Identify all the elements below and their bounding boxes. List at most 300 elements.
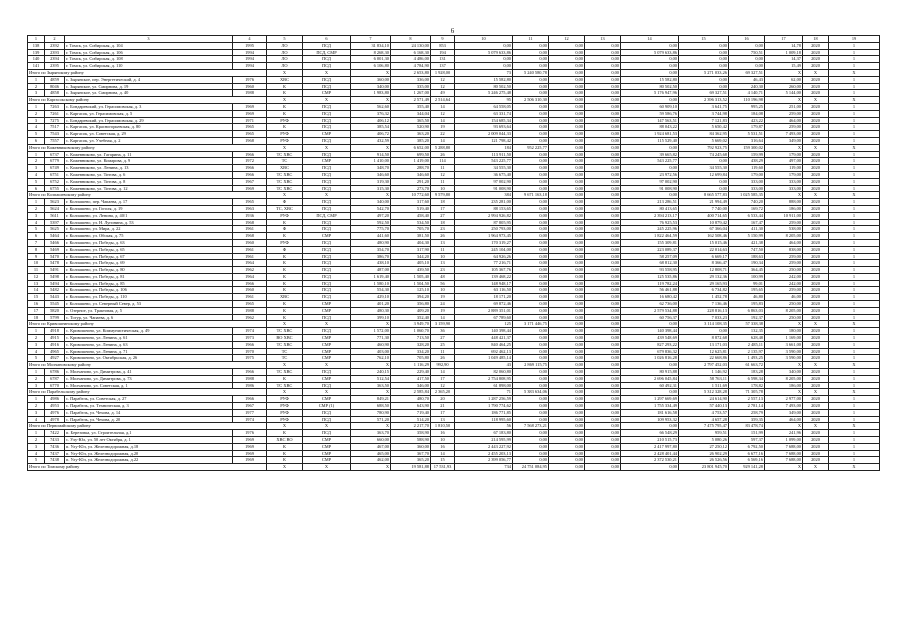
table-cell: Х [803,362,829,369]
table-cell: Х [351,362,391,369]
table-cell: 6737 [45,151,65,158]
table-cell: 118 995,60 [455,416,513,423]
table-row [28,375,880,382]
table-cell: 1 [28,76,45,83]
table-cell: К [267,450,303,457]
table-cell: 69 327,51 [729,69,765,76]
table-cell: 1 [829,307,880,314]
table-cell: 15 015,46 [679,239,729,246]
table-cell: 705,70 [391,226,431,233]
table-cell: 0,00 [729,63,765,70]
table-cell: 29 132,36 [679,273,729,280]
table-cell: 0,00 [585,437,621,444]
table-cell: 2020 [803,171,829,178]
table-cell: 3 [28,382,45,389]
table-cell: 19 [431,307,455,314]
table-cell: 7 493,00 [765,403,803,410]
table-cell: 317,60 [391,199,431,206]
table-cell: 5464 [45,233,65,240]
table-cell: 1 [829,416,880,423]
table-cell: 23 [431,267,455,274]
table-cell: 394,20 [391,294,431,301]
table-cell: СМР [303,450,351,457]
total-label: Итого по Каргасокскому району [28,97,267,104]
table-cell: 2020 [803,267,829,274]
column-number: 6 [303,36,351,43]
table-cell: 1 [829,103,880,110]
table-cell: 5 [28,355,45,362]
table-cell: 139 [28,49,45,56]
table-cell: 1 116,29 [391,362,431,369]
table-cell: 2020 [803,403,829,410]
table-row [28,158,880,165]
table-cell: 1966 [233,369,267,376]
table-cell: 0,00 [513,178,549,185]
table-cell: 0,00 [585,246,621,253]
table-cell: 0,00 [549,151,585,158]
table-cell: 10 [431,437,455,444]
table-row [28,212,880,219]
table-cell: 0,00 [513,233,549,240]
table-cell: 11 [431,246,455,253]
table-cell: 4 784,90 [391,63,431,70]
table-cell: 438,10 [351,260,391,267]
address-cell: с. Парабель, ул. Чехова, д. 20 [65,416,233,423]
table-cell: 543 225,77 [455,158,513,165]
table-cell: 2020 [803,246,829,253]
table-cell: К [267,307,303,314]
table-cell: 349,00 [765,409,803,416]
table-cell: 2020 [803,301,829,308]
table-cell: 914,50 [351,151,391,158]
table-cell: 23 801 945,70 [679,464,729,471]
table-cell: 19 581,88 [391,464,431,471]
table-cell: 538,00 [765,226,803,233]
address-cell: г. Колпашево, ул. Победы, д. 85 [65,280,233,287]
table-cell: ХВС [267,76,303,83]
table-cell: 1 [829,117,880,124]
table-cell: 14 [28,287,45,294]
table-cell: 0,00 [585,423,621,430]
address-cell: г. Колпашево, ул. Победы, д. 80 [65,267,233,274]
table-cell: СМР [303,307,351,314]
table-cell: 840 464,25 [455,341,513,348]
table-cell: 0,00 [621,321,679,328]
table-cell: 93 558,95 [621,267,679,274]
table-cell: 27 250,12 [679,443,729,450]
table-row [28,49,880,56]
table-cell: 140 398,44 [621,328,679,335]
table-row [28,117,880,124]
table-cell: 0,00 [679,49,729,56]
table-cell: СМР [303,301,351,308]
table-cell: 0,00 [585,280,621,287]
table-cell: 5625 [45,226,65,233]
table-cell: 91 008,90 [621,185,679,192]
table-cell: 39 665,82 [621,151,679,158]
table-cell: К [267,260,303,267]
table-cell: 0,00 [585,192,621,199]
table-row [28,260,880,267]
table-cell: 0,00 [585,267,621,274]
table-cell: Х [829,144,880,151]
table-cell: ПСД [303,294,351,301]
table-cell: 0,00 [549,348,585,355]
table-cell: 344,20 [391,253,431,260]
table-cell: 333,00 [765,178,803,185]
table-cell: 26 [431,233,455,240]
table-cell: 2020 [803,226,829,233]
table-cell: Х [829,192,880,199]
address-cell: с. Кожевниково, ул. Ленина, д. 13 [65,165,233,172]
district-total-row [28,423,880,430]
table-cell: 333,00 [765,185,803,192]
table-cell: 0,00 [513,430,549,437]
table-cell: 705,80 [391,355,431,362]
table-cell: 2 455 203,13 [455,450,513,457]
table-cell: К [267,83,303,90]
table-cell: 1 [829,246,880,253]
table-cell: 66 548,29 [621,430,679,437]
table-cell: 1974 [233,328,267,335]
table-cell: 2393 [45,49,65,56]
address-cell: г. Колпашево, ул. Победы, д. 110 [65,294,233,301]
table-cell: 0,00 [549,369,585,376]
table-row [28,287,880,294]
table-cell: 179,00 [729,171,765,178]
table-cell: 2 [28,375,45,382]
table-cell: 250 793,00 [455,226,513,233]
table-cell: Х [267,423,303,430]
table-cell: 0,00 [585,362,621,369]
table-cell: 7 [28,239,45,246]
table-cell: 780,90 [351,409,391,416]
table-cell: 9 671 163,18 [513,192,549,199]
table-cell: 0,00 [679,76,729,83]
table-cell: 0,00 [679,328,729,335]
table-cell: 0,00 [549,171,585,178]
table-cell: 6 533,44 [729,212,765,219]
table-cell: 643,90 [391,403,431,410]
table-cell: 62 736,00 [621,301,679,308]
table-cell: 141 [28,63,45,70]
table-cell: СМР [303,158,351,165]
table-cell: 417,50 [391,375,431,382]
table-cell: 1966 [233,171,267,178]
table-cell: 110 196,98 [729,97,765,104]
table-cell: 0,00 [621,362,679,369]
table-cell: 349,00 [765,137,803,144]
table-cell: 56 [455,423,513,430]
table-cell: 24 751 084,95 [513,464,549,471]
table-cell: 1969 [233,437,267,444]
table-cell: 1967 [233,403,267,410]
table-cell: 7557 [45,137,65,144]
table-cell: 10 911,00 [765,212,803,219]
table-row [28,56,880,63]
table-cell: 319,30 [351,178,391,185]
table-cell: 88 153,65 [455,205,513,212]
table-cell: 119,00 [765,165,803,172]
table-cell: К [267,301,303,308]
table-cell: 0,00 [585,389,621,396]
table-cell: 229,40 [391,369,431,376]
table-cell: 1969 [233,450,267,457]
table-cell: 6 677,16 [729,450,765,457]
address-cell: г. Колпашево, ул. Ленина, д. 40/1 [65,212,233,219]
table-cell: 0,00 [513,158,549,165]
table-cell: 0,00 [549,69,585,76]
table-cell: 7263 [45,103,65,110]
table-row [28,110,880,117]
table-cell: 2020 [803,83,829,90]
table-cell: 853 [431,42,455,49]
table-cell: ПСД [303,409,351,416]
table-cell: 888,00 [765,199,803,206]
table-cell: СМР [303,90,351,97]
table-cell: 1963 [233,205,267,212]
table-row [28,314,880,321]
table-cell: 1969 [233,103,267,110]
table-row [28,63,880,70]
table-cell: РУФ [267,396,303,403]
address-cell: с. Кривошеино, ул. Коммунистическая, д. 49 [65,328,233,335]
table-cell: 400 714,65 [679,212,729,219]
table-cell: 11 [431,178,455,185]
table-cell: 1994 [233,49,267,56]
table-cell: 0,00 [679,83,729,90]
table-cell: 17 531,93 [431,464,455,471]
table-row [28,280,880,287]
table-cell: 73 [455,69,513,76]
table-cell: 4 [28,171,45,178]
table-cell: 2 869 115,75 [513,362,549,369]
table-cell: 0,00 [513,246,549,253]
address-cell: г. Колпашево, ул. Обская, д. 75 [65,233,233,240]
address-cell: с. Зырянское, ул. Смирнова, д. 40 [65,90,233,97]
table-cell: 0,00 [549,192,585,199]
table-cell: 0,00 [585,430,621,437]
table-cell: 0,00 [585,158,621,165]
table-cell: К [267,314,303,321]
table-cell: 1 511,69 [679,382,729,389]
table-cell: 2020 [803,233,829,240]
table-cell: 363,50 [351,382,391,389]
table-cell: РУФ [267,409,303,416]
table-cell: 775,70 [351,226,391,233]
table-cell: 0,00 [679,158,729,165]
table-cell: 2020 [803,355,829,362]
table-cell: 67 789,60 [455,314,513,321]
address-cell: п. Улу-Юл, ул. Железнодорожная, д.18 [65,443,233,450]
table-cell: 114 [431,158,455,165]
table-cell: 0,00 [585,83,621,90]
table-cell: 2020 [803,131,829,138]
table-cell: 1 580,10 [351,280,391,287]
table-cell: 423,22 [729,117,765,124]
table-cell: 25 [431,341,455,348]
table-cell: 1988 [233,307,267,314]
table-cell: К [267,443,303,450]
table-cell: 0,00 [513,307,549,314]
table-cell: 242,00 [765,280,803,287]
table-cell: 125,10 [391,287,431,294]
table-cell: 462,00 [351,457,391,464]
table-cell: 2 557,13 [729,396,765,403]
table-cell: 2020 [803,382,829,389]
table-cell: ТС ХВС [267,341,303,348]
table-cell: 162 508,46 [679,233,729,240]
table-cell: 2 [28,110,45,117]
table-cell: 5469 [45,246,65,253]
table-cell: 335,00 [391,83,431,90]
table-cell: К [267,90,303,97]
table-cell: 1965 [233,301,267,308]
table-cell: 597,37 [729,437,765,444]
table-cell: 0,00 [585,226,621,233]
table-cell: 2 579 534,88 [621,307,679,314]
table-cell: 6 106,80 [351,63,391,70]
table-cell: 719,40 [391,409,431,416]
table-cell: 69 327,51 [679,90,729,97]
table-cell: 1 [829,63,880,70]
table-cell: 401,20 [351,301,391,308]
table-cell: 5 176 947,96 [621,90,679,97]
table-cell: 4 [28,416,45,423]
table-cell: 2392 [45,42,65,49]
table-cell: 5 312 328,28 [679,389,729,396]
table-cell: 0,00 [585,369,621,376]
table-cell: 6 863,03 [729,307,765,314]
table-cell: 1 [829,226,880,233]
table-cell: 2020 [803,409,829,416]
total-label: Итого по Колпашевскому району [28,192,267,199]
table-cell: 250,00 [765,301,803,308]
table-row [28,199,880,206]
table-cell: 15 582,80 [621,76,679,83]
address-cell: г. Колпашево, ул. Северный Север, д. 53 [65,301,233,308]
table-cell: 0,00 [621,63,679,70]
table-cell: ПСД [303,253,351,260]
table-cell: 5443 [45,294,65,301]
table-cell: 992,90 [431,362,455,369]
table-cell: К [267,430,303,437]
table-cell: 1 410,00 [351,158,391,165]
table-cell: ПСД [303,165,351,172]
table-cell: 0,00 [585,382,621,389]
table-cell: 0,00 [513,63,549,70]
table-cell: К [267,124,303,131]
address-cell: с. Молчаново, ул. Димитрова, д. 73 [65,375,233,382]
table-cell: 6 [28,233,45,240]
table-cell: 2020 [803,49,829,56]
table-cell: 1 [829,341,880,348]
table-cell: 56 [431,280,455,287]
table-cell: 1969 [233,110,267,117]
table-cell: 385,20 [391,137,431,144]
table-cell: 2020 [803,314,829,321]
table-cell: 5624 [45,205,65,212]
table-cell: 0,00 [549,457,585,464]
table-row [28,178,880,185]
table-cell: 0,00 [549,83,585,90]
table-cell: 184 [455,144,513,151]
table-cell: РУФ [267,117,303,124]
address-cell: г. Колпашево, ул. Победы, д. 67 [65,253,233,260]
table-cell: 0,00 [585,117,621,124]
address-cell: г. Томск, ул. Сибирская, д. 108 [65,56,233,63]
table-cell: 0,00 [513,267,549,274]
table-cell: Х [803,423,829,430]
table-cell: 0,00 [585,131,621,138]
table-cell: Х [303,192,351,199]
table-cell: Х [829,97,880,104]
table-cell: Х [267,97,303,104]
table-cell: 2 396 313,52 [679,97,729,104]
table-cell: 1975 [233,355,267,362]
table-cell: 0,00 [549,430,585,437]
table-cell: 1 [28,369,45,376]
table-row [28,328,880,335]
table-cell: 3 590,00 [765,355,803,362]
table-cell: 1 169,00 [765,335,803,342]
address-cell: с. Парабель, ул. Техническая, д. 3 [65,403,233,410]
table-cell: 0,00 [549,375,585,382]
column-number: 13 [585,36,621,43]
table-cell: 6 652,00 [391,144,431,151]
table-cell: К [267,103,303,110]
column-number: 15 [679,36,729,43]
table-cell: 11 [431,165,455,172]
table-cell: 192,37 [729,314,765,321]
table-cell: К [267,375,303,382]
table-cell: 628,48 [729,335,765,342]
table-cell: 259,00 [765,219,803,226]
table-cell: 340,00 [765,369,803,376]
table-cell: 1 [829,110,880,117]
table-cell: 12 [431,83,455,90]
table-cell: 1 [829,355,880,362]
register-table [27,35,880,471]
table-cell: Х [351,389,391,396]
table-cell: 0,00 [679,42,729,49]
table-cell: 1 [829,171,880,178]
table-cell: 592,50 [351,219,391,226]
table-cell: 409,20 [391,307,431,314]
table-cell: 288,70 [391,165,431,172]
table-cell: ПСД [303,314,351,321]
table-cell: 119 782,24 [621,280,679,287]
table-cell: 13 [431,239,455,246]
table-cell: 0,00 [585,110,621,117]
table-cell: 1965 [233,124,267,131]
table-cell: 1965 [233,131,267,138]
table-cell: 1 [829,369,880,376]
table-row [28,226,880,233]
table-cell: 4 486,00 [391,56,431,63]
table-cell: 2020 [803,219,829,226]
table-cell: 0,00 [729,56,765,63]
table-cell: 0,00 [513,185,549,192]
table-cell: 0,00 [513,49,549,56]
table-cell: 1 [829,205,880,212]
table-cell: Ф [267,226,303,233]
table-cell: Х [303,362,351,369]
table-cell: 2020 [803,158,829,165]
table-cell: 1 [829,260,880,267]
table-cell: 34 555,30 [455,165,513,172]
table-cell: 97 002,90 [455,178,513,185]
